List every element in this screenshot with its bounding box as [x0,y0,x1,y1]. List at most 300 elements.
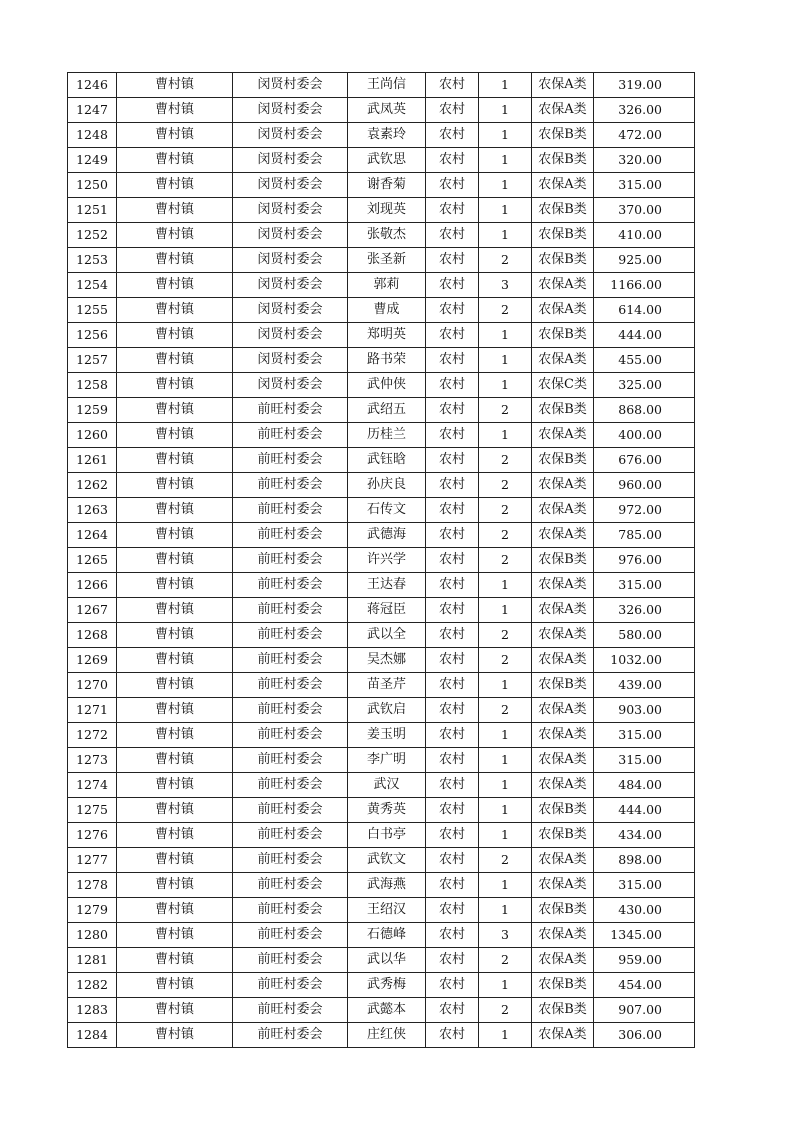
category-cell: 农保B类 [532,973,594,998]
village-cell: 闵贤村委会 [233,373,348,398]
table-row [68,298,695,323]
area-type-cell: 农村 [426,523,479,548]
town-cell: 曹村镇 [117,723,233,748]
amount-cell: 580.00 [594,623,695,648]
serial-cell: 1276 [68,823,117,848]
category-cell: 农保B类 [532,823,594,848]
area-type-cell: 农村 [426,823,479,848]
area-type-cell: 农村 [426,548,479,573]
category-cell: 农保A类 [532,98,594,123]
household-size-cell: 1 [479,373,532,398]
table-row [68,773,695,798]
serial-cell: 1248 [68,123,117,148]
household-size-cell: 2 [479,248,532,273]
area-type-cell: 农村 [426,773,479,798]
household-size-cell: 1 [479,423,532,448]
amount-cell: 315.00 [594,748,695,773]
village-cell: 前旺村委会 [233,523,348,548]
area-type-cell: 农村 [426,198,479,223]
table-row [68,198,695,223]
household-size-cell: 1 [479,673,532,698]
table-row [68,398,695,423]
village-cell: 前旺村委会 [233,823,348,848]
town-cell: 曹村镇 [117,198,233,223]
name-cell: 武以华 [348,948,426,973]
amount-cell: 439.00 [594,673,695,698]
table-row [68,873,695,898]
serial-cell: 1268 [68,623,117,648]
village-cell: 前旺村委会 [233,748,348,773]
serial-cell: 1251 [68,198,117,223]
table-row [68,898,695,923]
household-size-cell: 1 [479,148,532,173]
amount-cell: 903.00 [594,698,695,723]
area-type-cell: 农村 [426,498,479,523]
category-cell: 农保A类 [532,873,594,898]
amount-cell: 325.00 [594,373,695,398]
town-cell: 曹村镇 [117,823,233,848]
category-cell: 农保A类 [532,723,594,748]
household-size-cell: 2 [479,948,532,973]
table-row [68,723,695,748]
table-row [68,348,695,373]
category-cell: 农保A类 [532,273,594,298]
amount-cell: 455.00 [594,348,695,373]
town-cell: 曹村镇 [117,273,233,298]
serial-cell: 1250 [68,173,117,198]
category-cell: 农保A类 [532,773,594,798]
amount-cell: 434.00 [594,823,695,848]
area-type-cell: 农村 [426,373,479,398]
name-cell: 郑明英 [348,323,426,348]
household-size-cell: 2 [479,548,532,573]
amount-cell: 1345.00 [594,923,695,948]
category-cell: 农保A类 [532,298,594,323]
category-cell: 农保C类 [532,373,594,398]
town-cell: 曹村镇 [117,623,233,648]
name-cell: 历桂兰 [348,423,426,448]
amount-cell: 315.00 [594,573,695,598]
name-cell: 武懿本 [348,998,426,1023]
serial-cell: 1247 [68,98,117,123]
amount-cell: 472.00 [594,123,695,148]
serial-cell: 1256 [68,323,117,348]
household-size-cell: 2 [479,498,532,523]
table-row [68,523,695,548]
town-cell: 曹村镇 [117,698,233,723]
household-size-cell: 1 [479,723,532,748]
village-cell: 前旺村委会 [233,698,348,723]
area-type-cell: 农村 [426,123,479,148]
town-cell: 曹村镇 [117,648,233,673]
village-cell: 前旺村委会 [233,598,348,623]
name-cell: 王尚信 [348,73,426,98]
area-type-cell: 农村 [426,273,479,298]
town-cell: 曹村镇 [117,1023,233,1048]
amount-cell: 785.00 [594,523,695,548]
town-cell: 曹村镇 [117,123,233,148]
serial-cell: 1274 [68,773,117,798]
serial-cell: 1271 [68,698,117,723]
serial-cell: 1261 [68,448,117,473]
amount-cell: 326.00 [594,98,695,123]
village-cell: 闵贤村委会 [233,148,348,173]
area-type-cell: 农村 [426,723,479,748]
serial-cell: 1252 [68,223,117,248]
serial-cell: 1264 [68,523,117,548]
category-cell: 农保A类 [532,498,594,523]
name-cell: 白书亭 [348,823,426,848]
town-cell: 曹村镇 [117,598,233,623]
town-cell: 曹村镇 [117,223,233,248]
area-type-cell: 农村 [426,848,479,873]
category-cell: 农保B类 [532,198,594,223]
table-row [68,573,695,598]
category-cell: 农保A类 [532,648,594,673]
village-cell: 前旺村委会 [233,873,348,898]
table-row [68,648,695,673]
town-cell: 曹村镇 [117,448,233,473]
amount-cell: 315.00 [594,723,695,748]
category-cell: 农保A类 [532,948,594,973]
village-cell: 闵贤村委会 [233,98,348,123]
household-size-cell: 1 [479,598,532,623]
town-cell: 曹村镇 [117,873,233,898]
household-size-cell: 2 [479,473,532,498]
household-size-cell: 1 [479,798,532,823]
village-cell: 前旺村委会 [233,623,348,648]
village-cell: 闵贤村委会 [233,248,348,273]
serial-cell: 1263 [68,498,117,523]
category-cell: 农保A类 [532,523,594,548]
village-cell: 闵贤村委会 [233,223,348,248]
area-type-cell: 农村 [426,898,479,923]
name-cell: 武绍五 [348,398,426,423]
amount-cell: 972.00 [594,498,695,523]
village-cell: 前旺村委会 [233,473,348,498]
name-cell: 武钰晗 [348,448,426,473]
category-cell: 农保A类 [532,748,594,773]
household-size-cell: 2 [479,698,532,723]
amount-cell: 319.00 [594,73,695,98]
name-cell: 姜玉明 [348,723,426,748]
name-cell: 孙庆良 [348,473,426,498]
town-cell: 曹村镇 [117,973,233,998]
town-cell: 曹村镇 [117,248,233,273]
table-row [68,73,695,98]
serial-cell: 1249 [68,148,117,173]
name-cell: 武凤英 [348,98,426,123]
area-type-cell: 农村 [426,298,479,323]
name-cell: 武海燕 [348,873,426,898]
area-type-cell: 农村 [426,148,479,173]
name-cell: 苗圣芹 [348,673,426,698]
area-type-cell: 农村 [426,448,479,473]
serial-cell: 1284 [68,1023,117,1048]
table-row [68,273,695,298]
serial-cell: 1270 [68,673,117,698]
household-size-cell: 1 [479,1023,532,1048]
village-cell: 闵贤村委会 [233,173,348,198]
name-cell: 袁素玲 [348,123,426,148]
name-cell: 蒋冠臣 [348,598,426,623]
town-cell: 曹村镇 [117,798,233,823]
household-size-cell: 1 [479,823,532,848]
category-cell: 农保B类 [532,448,594,473]
amount-cell: 430.00 [594,898,695,923]
area-type-cell: 农村 [426,973,479,998]
serial-cell: 1283 [68,998,117,1023]
serial-cell: 1254 [68,273,117,298]
table-row [68,948,695,973]
amount-cell: 320.00 [594,148,695,173]
household-size-cell: 2 [479,448,532,473]
amount-cell: 614.00 [594,298,695,323]
household-size-cell: 1 [479,348,532,373]
name-cell: 武钦思 [348,148,426,173]
serial-cell: 1262 [68,473,117,498]
household-size-cell: 1 [479,873,532,898]
category-cell: 农保B类 [532,998,594,1023]
household-size-cell: 2 [479,398,532,423]
name-cell: 张敬杰 [348,223,426,248]
town-cell: 曹村镇 [117,748,233,773]
category-cell: 农保A类 [532,573,594,598]
table-row [68,973,695,998]
area-type-cell: 农村 [426,323,479,348]
amount-cell: 960.00 [594,473,695,498]
amount-cell: 444.00 [594,323,695,348]
area-type-cell: 农村 [426,98,479,123]
name-cell: 李广明 [348,748,426,773]
name-cell: 王达春 [348,573,426,598]
amount-cell: 959.00 [594,948,695,973]
category-cell: 农保A类 [532,698,594,723]
village-cell: 前旺村委会 [233,423,348,448]
area-type-cell: 农村 [426,73,479,98]
household-size-cell: 1 [479,773,532,798]
village-cell: 前旺村委会 [233,948,348,973]
category-cell: 农保A类 [532,173,594,198]
table-row [68,748,695,773]
name-cell: 石德峰 [348,923,426,948]
household-size-cell: 1 [479,198,532,223]
category-cell: 农保A类 [532,73,594,98]
area-type-cell: 农村 [426,623,479,648]
serial-cell: 1246 [68,73,117,98]
village-cell: 闵贤村委会 [233,273,348,298]
category-cell: 农保A类 [532,848,594,873]
village-cell: 前旺村委会 [233,973,348,998]
village-cell: 前旺村委会 [233,673,348,698]
town-cell: 曹村镇 [117,73,233,98]
town-cell: 曹村镇 [117,148,233,173]
category-cell: 农保B类 [532,398,594,423]
table-row [68,998,695,1023]
serial-cell: 1282 [68,973,117,998]
table-row [68,173,695,198]
village-cell: 前旺村委会 [233,923,348,948]
household-size-cell: 2 [479,648,532,673]
category-cell: 农保A类 [532,623,594,648]
village-cell: 闵贤村委会 [233,198,348,223]
category-cell: 农保A类 [532,348,594,373]
amount-cell: 410.00 [594,223,695,248]
area-type-cell: 农村 [426,998,479,1023]
town-cell: 曹村镇 [117,398,233,423]
amount-cell: 400.00 [594,423,695,448]
household-size-cell: 1 [479,73,532,98]
serial-cell: 1259 [68,398,117,423]
name-cell: 许兴学 [348,548,426,573]
name-cell: 郭莉 [348,273,426,298]
amount-cell: 925.00 [594,248,695,273]
table-row [68,798,695,823]
household-size-cell: 2 [479,298,532,323]
town-cell: 曹村镇 [117,423,233,448]
village-cell: 闵贤村委会 [233,348,348,373]
serial-cell: 1267 [68,598,117,623]
roster-table [67,72,695,1048]
village-cell: 前旺村委会 [233,498,348,523]
town-cell: 曹村镇 [117,298,233,323]
name-cell: 吴杰娜 [348,648,426,673]
village-cell: 闵贤村委会 [233,73,348,98]
area-type-cell: 农村 [426,1023,479,1048]
category-cell: 农保B类 [532,323,594,348]
name-cell: 武汉 [348,773,426,798]
amount-cell: 315.00 [594,873,695,898]
name-cell: 武秀梅 [348,973,426,998]
area-type-cell: 农村 [426,473,479,498]
household-size-cell: 2 [479,523,532,548]
category-cell: 农保B类 [532,148,594,173]
name-cell: 武钦文 [348,848,426,873]
name-cell: 王绍汉 [348,898,426,923]
town-cell: 曹村镇 [117,98,233,123]
category-cell: 农保B类 [532,123,594,148]
serial-cell: 1273 [68,748,117,773]
household-size-cell: 2 [479,623,532,648]
town-cell: 曹村镇 [117,173,233,198]
name-cell: 石传文 [348,498,426,523]
area-type-cell: 农村 [426,398,479,423]
town-cell: 曹村镇 [117,898,233,923]
household-size-cell: 3 [479,923,532,948]
area-type-cell: 农村 [426,798,479,823]
town-cell: 曹村镇 [117,498,233,523]
amount-cell: 454.00 [594,973,695,998]
town-cell: 曹村镇 [117,773,233,798]
household-size-cell: 1 [479,123,532,148]
area-type-cell: 农村 [426,748,479,773]
village-cell: 前旺村委会 [233,798,348,823]
table-row [68,148,695,173]
area-type-cell: 农村 [426,223,479,248]
name-cell: 武德海 [348,523,426,548]
serial-cell: 1257 [68,348,117,373]
serial-cell: 1281 [68,948,117,973]
town-cell: 曹村镇 [117,998,233,1023]
household-size-cell: 2 [479,998,532,1023]
area-type-cell: 农村 [426,348,479,373]
serial-cell: 1260 [68,423,117,448]
category-cell: 农保A类 [532,473,594,498]
name-cell: 黄秀英 [348,798,426,823]
table-row [68,248,695,273]
serial-cell: 1279 [68,898,117,923]
amount-cell: 315.00 [594,173,695,198]
village-cell: 闵贤村委会 [233,123,348,148]
category-cell: 农保B类 [532,798,594,823]
household-size-cell: 1 [479,898,532,923]
serial-cell: 1272 [68,723,117,748]
household-size-cell: 2 [479,848,532,873]
village-cell: 前旺村委会 [233,723,348,748]
table-row [68,548,695,573]
household-size-cell: 1 [479,323,532,348]
category-cell: 农保B类 [532,673,594,698]
table-row [68,498,695,523]
table-row [68,123,695,148]
town-cell: 曹村镇 [117,548,233,573]
roster-body [68,73,695,1048]
category-cell: 农保B类 [532,898,594,923]
town-cell: 曹村镇 [117,323,233,348]
serial-cell: 1275 [68,798,117,823]
town-cell: 曹村镇 [117,473,233,498]
amount-cell: 976.00 [594,548,695,573]
town-cell: 曹村镇 [117,373,233,398]
name-cell: 曹成 [348,298,426,323]
amount-cell: 484.00 [594,773,695,798]
area-type-cell: 农村 [426,873,479,898]
household-size-cell: 1 [479,173,532,198]
table-row [68,823,695,848]
category-cell: 农保A类 [532,923,594,948]
area-type-cell: 农村 [426,673,479,698]
village-cell: 前旺村委会 [233,773,348,798]
town-cell: 曹村镇 [117,948,233,973]
area-type-cell: 农村 [426,698,479,723]
table-row [68,623,695,648]
name-cell: 武仲侠 [348,373,426,398]
table-row [68,473,695,498]
amount-cell: 868.00 [594,398,695,423]
village-cell: 前旺村委会 [233,648,348,673]
area-type-cell: 农村 [426,573,479,598]
category-cell: 农保A类 [532,423,594,448]
town-cell: 曹村镇 [117,848,233,873]
serial-cell: 1278 [68,873,117,898]
village-cell: 前旺村委会 [233,573,348,598]
category-cell: 农保A类 [532,598,594,623]
category-cell: 农保B类 [532,248,594,273]
town-cell: 曹村镇 [117,348,233,373]
village-cell: 前旺村委会 [233,998,348,1023]
table-row [68,673,695,698]
area-type-cell: 农村 [426,598,479,623]
household-size-cell: 1 [479,98,532,123]
table-row [68,448,695,473]
household-size-cell: 1 [479,973,532,998]
serial-cell: 1266 [68,573,117,598]
serial-cell: 1253 [68,248,117,273]
area-type-cell: 农村 [426,648,479,673]
table-row [68,98,695,123]
table-row [68,373,695,398]
serial-cell: 1255 [68,298,117,323]
